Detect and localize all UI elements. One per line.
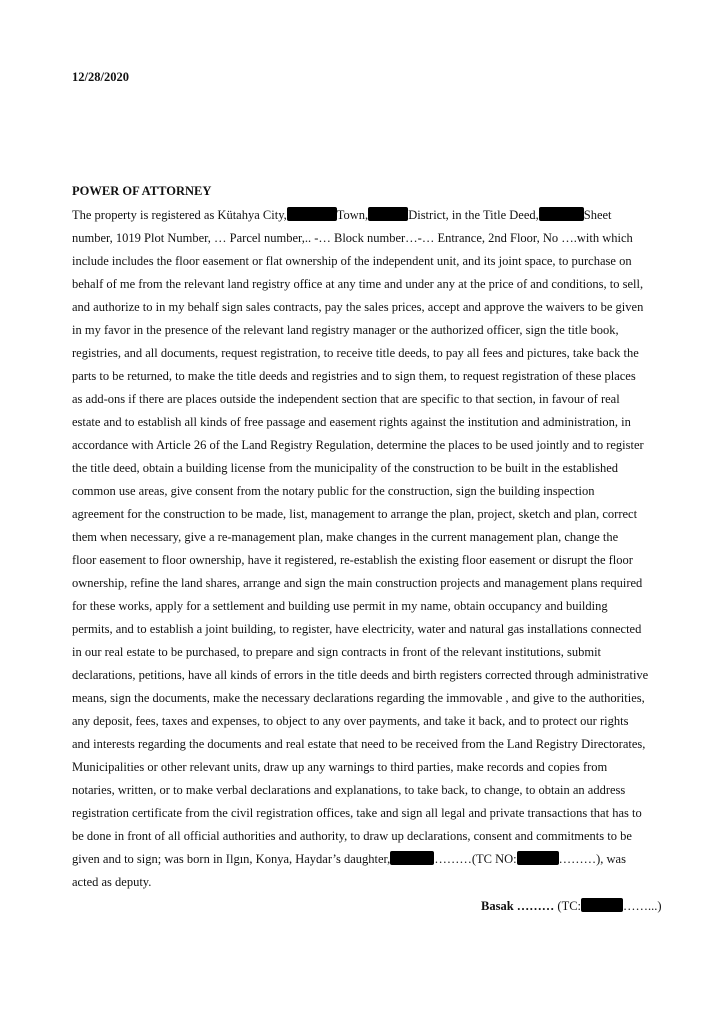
body-line: number, 1019 Plot Number, … Parcel number,.. -… Block number…-… Entrance, 2nd Floor, No ….with which (72, 231, 633, 245)
signature-tc-prefix: (TC: (554, 899, 582, 913)
body-line: behalf of me from the relevant land registry office at any time and under any at the price of and conditions, to sell, (72, 277, 644, 291)
body-line: agreement for the construction to be made, list, management to arrange the plan, project, sketch and plan, correct (72, 507, 638, 521)
body-line: in my favor in the presence of the relevant land registry manager or the authorized officer, sign the title book, (72, 323, 619, 337)
body-line: in our real estate to be purchased, to prepare and sign contracts in front of the relevant institutions, submit (72, 645, 602, 659)
body-text-segment: Sheet (583, 208, 612, 222)
body-line: and interests regarding the documents and real estate that need to be received from the Land Registry Directorates, (72, 737, 646, 751)
body-line: Municipalities or other relevant units, draw up any warnings to third parties, make records and copies from (72, 760, 608, 774)
body-line: permits, and to establish a joint building, to register, have electricity, water and natural gas installations connected (72, 622, 642, 636)
body-line: accordance with Article 26 of the Land Registry Regulation, determine the places to be used jointly and to register (72, 438, 644, 452)
body-line (72, 204, 672, 227)
signature-tc-suffix: ……...) (623, 899, 662, 913)
body-line: be done in front of all official authorities and authority, to draw up declarations, consent and commitments to be (72, 829, 632, 843)
body-line (72, 848, 672, 871)
body-text-segment: ………), was (558, 852, 626, 866)
redacted-city-town (287, 207, 337, 221)
body-line: notaries, written, or to make verbal declarations and explanations, to take back, to change, to obtain an address (72, 783, 626, 797)
body-line: estate and to establish all kinds of free passage and easement rights against the institution and administration, in (72, 415, 631, 429)
body-line: floor easement to floor ownership, have it registered, re-establish the existing floor easement or disrupt the floor (72, 553, 633, 567)
redacted-signatory-tc (581, 898, 623, 912)
body-text-segment: ………(TC NO: (434, 852, 517, 866)
body-line: and authorize to in my behalf sign sales contracts, pay the sales prices, accept and approve the waivers to be given (72, 300, 644, 314)
body-line: the title deed, obtain a building license from the municipality of the construction to be built in the established (72, 461, 619, 475)
body-text-segment: given and to sign; was born in Ilgın, Konya, Haydar’s daughter, (72, 852, 391, 866)
body-line: registries, and all documents, request registration, to receive title deeds, to pay all fees and pictures, take back the (72, 346, 639, 360)
redacted-tc-number (517, 851, 559, 865)
document-date: 12/28/2020 (72, 70, 129, 84)
body-text-segment: District, in the Title Deed, (408, 208, 539, 222)
document-title: POWER OF ATTORNEY (72, 184, 212, 198)
redacted-name (390, 851, 434, 865)
body-line: means, sign the documents, make the necessary declarations regarding the immovable , and give to the authorities, (72, 691, 645, 705)
document-body (72, 204, 672, 894)
signature-block (481, 898, 662, 914)
body-line: any deposit, fees, taxes and expenses, to object to any over payments, and take it back, and to protect our rights (72, 714, 629, 728)
body-line: them when necessary, give a re-management plan, make changes in the current management plan, change the (72, 530, 619, 544)
body-line: parts to be returned, to make the title deeds and registries and to sign them, to request registration of these places (72, 369, 636, 383)
body-line: as add-ons if there are places outside the independent section that are specific to that section, in favour of real (72, 392, 620, 406)
body-line: include includes the floor easement or flat ownership of the independent unit, and its joint space, to purchase on (72, 254, 632, 268)
redacted-district (368, 207, 408, 221)
body-line: registration certificate from the civil registration offices, take and sign all legal and private transactions that has to (72, 806, 642, 820)
body-line-closing: acted as deputy. (72, 875, 152, 889)
redacted-title-deed (539, 207, 584, 221)
body-line: ownership, refine the land shares, arrange and sign the main construction projects and management plans required (72, 576, 643, 590)
signatory-name: Basak ……… (481, 899, 555, 913)
body-text-segment: The property is registered as Kütahya City, (72, 208, 287, 222)
body-line: declarations, petitions, have all kinds of errors in the title deeds and birth registers corrected through administrative (72, 668, 649, 682)
body-line: for these works, apply for a settlement and building use permit in my name, obtain occupancy and building (72, 599, 608, 613)
body-text-segment: Town, (336, 208, 369, 222)
body-line: common use areas, give consent from the notary public for the construction, sign the building inspection (72, 484, 595, 498)
